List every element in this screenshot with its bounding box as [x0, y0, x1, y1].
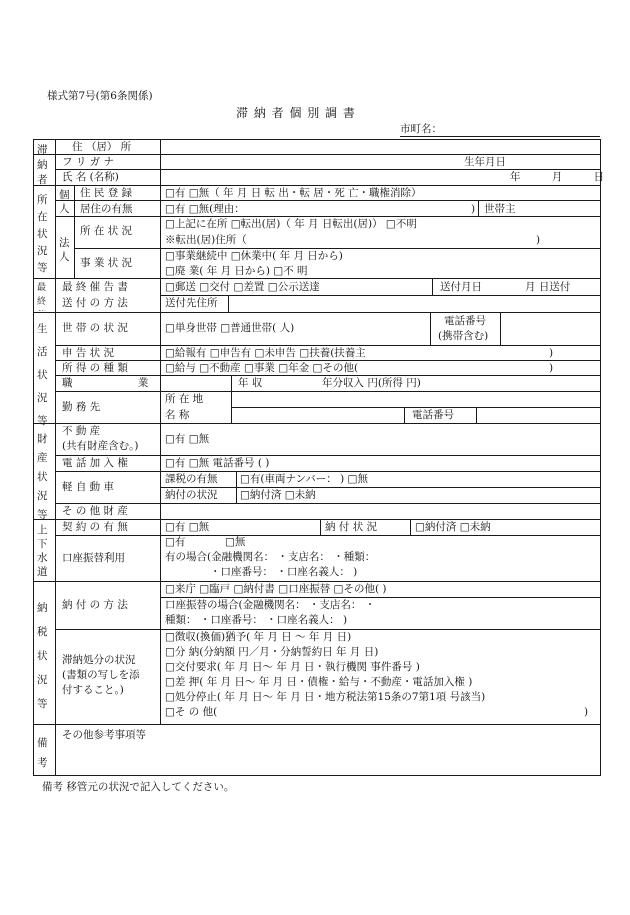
moved-address: ※転出(居)住所（: [165, 234, 247, 246]
taxation-options: □有(車両ナンバー： ) □無: [240, 473, 368, 485]
send-date-value: 月 日送付: [525, 281, 571, 293]
birth-ymd: 年 月 日: [510, 171, 605, 183]
declaration-close: ): [549, 347, 554, 359]
residence-options: □有 □無(理由：: [165, 203, 245, 215]
disposition-suspension: □処分停止( 年 月 日～ 年 月 日・地方税法第15条の7第1項 号該当): [165, 691, 486, 703]
furigana-label: フ リ ガ ナ: [62, 156, 115, 168]
disposition-installment: □分 納(分納額 円／月・分納誓約日 年 月 日): [165, 646, 379, 658]
annual-income-value: 年分収入 円(所得 円): [322, 377, 421, 389]
form-number: 様式第7号(第6条関係): [47, 90, 153, 102]
payment-account-bank: 口座振替の場合(金融機関名： ・支店名： ・: [165, 599, 376, 611]
section-tax: 納税状況等: [37, 602, 48, 710]
send-method-options: □郵送 □交付 □差置 □公示送達: [165, 281, 320, 293]
phone-label: 電話番号: [444, 315, 486, 327]
section-remarks: 備考: [37, 737, 48, 769]
birth-label: 生年月日: [464, 156, 506, 168]
location-status-options: □上記に在所 □転出(居)（ 年 月 日転出(居)） □不明: [165, 218, 417, 230]
light-vehicle-label: 軽 自 動 車: [62, 481, 115, 493]
real-estate-note: (共有財産含む。): [62, 440, 139, 452]
corporation-label: 法人: [59, 237, 70, 263]
city-label: 市町名：: [400, 123, 442, 135]
disposition-other-close: ): [584, 706, 589, 718]
household-label: 世 帯 の 状 況: [62, 322, 128, 334]
account-yes: □有: [165, 536, 186, 548]
vehicle-payment-label: 納付の状況: [165, 489, 218, 501]
income-type-close: ): [549, 362, 554, 374]
moved-address-close: ): [536, 234, 541, 246]
business-status-2: □廃 業( 年 月 日から) □不 明: [165, 265, 308, 277]
business-status-1: □事業継続中 □休業中( 年 月 日から): [165, 250, 343, 262]
payment-account-number: 種類： ・口座番号： ・口座名義人： ): [165, 614, 348, 626]
workplace-label: 勤 務 先: [62, 401, 101, 413]
residence-close: ): [471, 203, 476, 215]
phone-mobile-note: (携帯含む): [438, 330, 489, 342]
form-title: 滞 納 者 個 別 調 書: [236, 106, 356, 120]
name-label: 氏 名 (名称): [62, 171, 119, 183]
section-final-notice: 最終: [37, 283, 47, 307]
workplace-phone-label: 電話番号: [412, 409, 454, 421]
account-number: ・口座番号： ・口座名義人： ): [210, 566, 358, 578]
phone-right-options: □有 □無 電話番号 ( ): [165, 457, 270, 469]
water-contract-options: □有 □無: [165, 521, 210, 533]
household-options: □単身世帯 □普通世帯( 人): [165, 322, 295, 334]
account-bank: 有の場合(金融機関名： ・支店名： ・種類：: [165, 551, 376, 563]
disposition-demand: □交付要求( 年 月 日～ 年 月 日・執行機関 事件番号 ): [165, 661, 420, 673]
income-type-options: □給与 □不動産 □事業 □年金 □その他(: [165, 362, 359, 374]
account-transfer-label: 口座振替利用: [62, 552, 125, 564]
section-location: 所在状況等: [37, 194, 48, 274]
water-contract-label: 契 約 の 有 無: [62, 521, 128, 533]
income-type-label: 所 得 の 種 類: [62, 362, 128, 374]
address-label: 住 （居） 所: [72, 141, 132, 153]
business-status-label: 事 業 状 況: [80, 257, 133, 269]
section-living: 生活状況等: [37, 323, 48, 427]
disposition-label-2: (書類の写しを添: [62, 669, 140, 681]
declaration-label: 申 告 状 況: [62, 347, 115, 359]
send-date-label: 送付月日: [440, 281, 482, 293]
payment-method-label: 納 付 の 方 法: [62, 599, 128, 611]
annual-income-label: 年 収: [238, 377, 263, 389]
section-water: 上下水道: [37, 524, 48, 578]
remarks-text: その他参考事項等: [62, 729, 146, 741]
phone-right-label: 電 話 加 入 権: [62, 457, 128, 469]
real-estate-options: □有 □無: [165, 433, 210, 445]
other-property-label: そ の 他 財 産: [62, 505, 128, 517]
location-status-label: 所 在 状 況: [80, 225, 133, 237]
section-delinquent: 滞納者: [37, 144, 48, 186]
disposition-label-3: 付すること。): [62, 684, 124, 696]
household-head-label: 世帯主: [484, 203, 516, 215]
workplace-address-label: 所 在 地: [165, 393, 204, 405]
taxation-label: 課税の有無: [165, 473, 218, 485]
send-address-label: 送付先住所: [165, 297, 218, 309]
disposition-other: □そ の 他(: [165, 706, 218, 718]
section-property: 財産状況等: [37, 433, 48, 521]
residence-label: 居住の有無: [80, 203, 133, 215]
workplace-name-label: 名 称: [165, 409, 190, 421]
disposition-label-1: 滞納処分の状況: [62, 654, 136, 666]
disposition-deferral: □徴収(換価)猶予( 年 月 日 ～ 年 月 日): [165, 631, 352, 643]
vehicle-payment-options: □納付済 □未納: [240, 489, 316, 501]
resident-reg-label: 住 民 登 録: [80, 187, 133, 199]
declaration-options: □給報有 □申告有 □未申告 □扶養(扶養主: [165, 347, 366, 359]
account-no: □無: [225, 536, 246, 548]
city-underline: [400, 136, 600, 137]
footer-note: 備考 移管元の状況で記入してください。: [42, 781, 235, 793]
water-payment-label: 納 付 状 況: [325, 521, 378, 533]
occupation-label: 職 業: [62, 377, 149, 389]
disposition-seizure: □差 押( 年 月 日～ 年 月 日・債権・給与・不動産・電話加入権 ): [165, 676, 473, 688]
resident-reg-options: □有 □無（ 年 月 日 転 出・転 居・死 亡・職権消除）: [165, 187, 422, 199]
send-method-label: 送 付 の 方 法: [62, 297, 128, 309]
payment-method-options: □来庁 □臨戸 □納付書 □口座振替 □その他( ): [165, 583, 387, 595]
individual-label: 個人: [59, 189, 70, 215]
real-estate-label: 不 動 産: [62, 425, 101, 437]
water-payment-options: □納付済 □未納: [415, 521, 491, 533]
final-notice-label: 最 終 催 告 書: [62, 281, 128, 293]
